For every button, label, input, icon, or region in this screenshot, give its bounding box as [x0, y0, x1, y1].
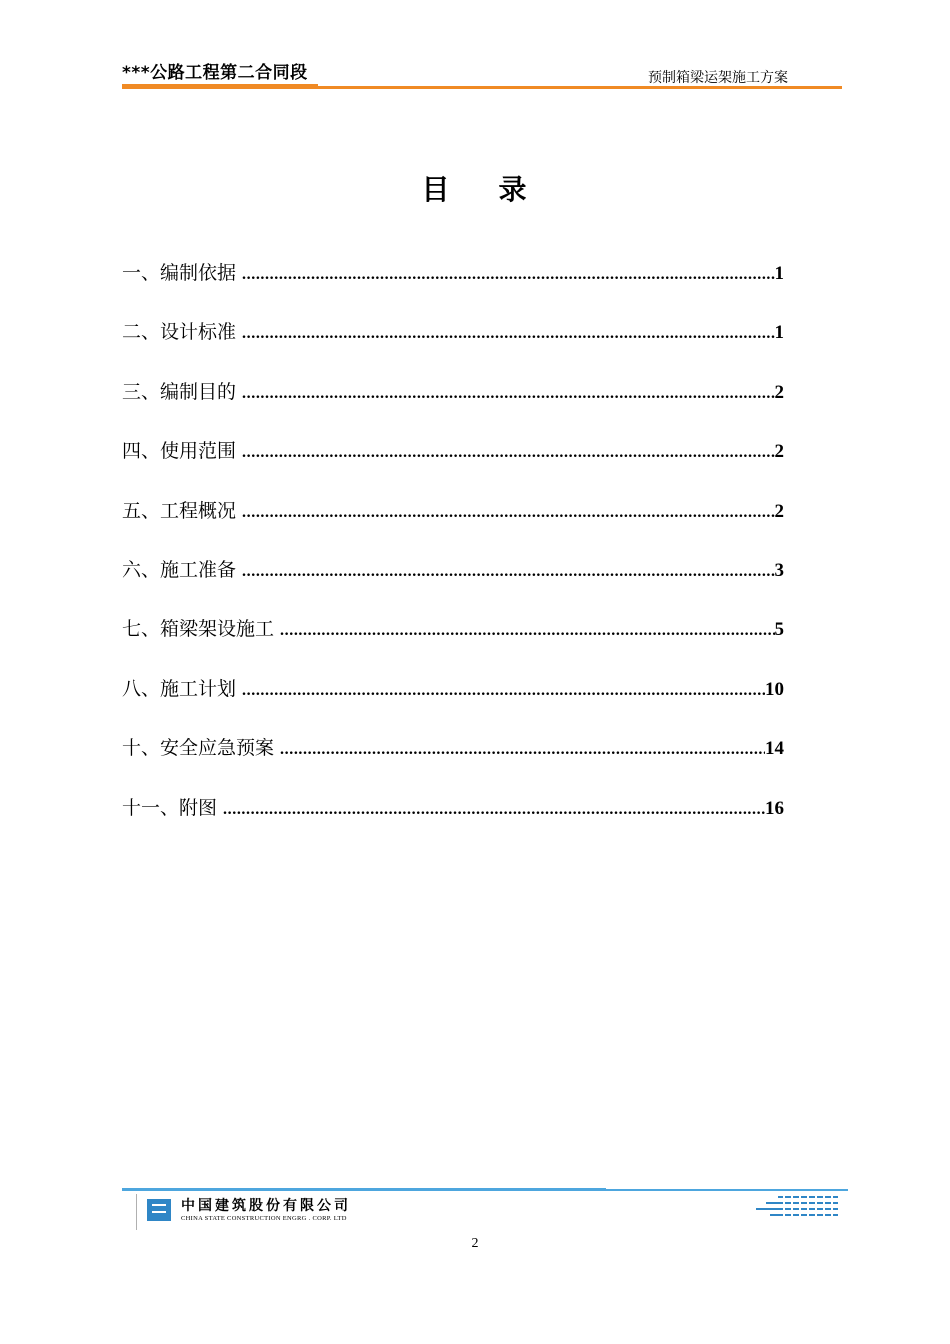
toc-entry-page: 5 — [774, 619, 784, 641]
company-name-cn: 中国建筑股份有限公司 — [181, 1198, 351, 1214]
toc-dot-leader — [280, 741, 765, 759]
header-divider — [122, 86, 842, 89]
toc-entry-page: 10 — [765, 678, 784, 700]
toc-dot-leader — [242, 444, 774, 462]
toc-entry-label: 八、施工计划 — [122, 677, 237, 700]
toc-entry-page: 14 — [765, 738, 784, 760]
toc-entry[interactable] — [122, 674, 784, 733]
toc-dot-leader — [242, 504, 774, 522]
toc-entry-label: 十、安全应急预案 — [122, 737, 275, 760]
table-of-contents — [122, 258, 784, 852]
toc-entry-label: 六、施工准备 — [122, 558, 237, 581]
toc-entry[interactable] — [122, 733, 784, 792]
toc-entry[interactable] — [122, 496, 784, 555]
toc-entry-page: 2 — [774, 500, 784, 522]
cscec-stripes-mark-icon — [752, 1194, 838, 1220]
footer-divider-right — [606, 1189, 848, 1191]
toc-dot-leader — [280, 622, 774, 640]
toc-entry-page: 1 — [774, 322, 784, 344]
toc-dot-leader — [242, 563, 774, 581]
company-logo — [136, 1194, 383, 1230]
toc-title: 目 录 — [421, 173, 529, 206]
toc-entry-label: 二、设计标准 — [122, 321, 237, 344]
toc-entry[interactable] — [122, 555, 784, 614]
toc-entry[interactable] — [122, 614, 784, 673]
toc-entry-label: 一、编制依据 — [122, 262, 237, 284]
toc-entry[interactable] — [122, 793, 784, 852]
toc-dot-leader — [242, 325, 774, 343]
header-project-name: ***公路工程第二合同段 — [122, 63, 308, 83]
toc-dot-leader — [223, 801, 765, 819]
toc-entry-page: 2 — [774, 441, 784, 463]
toc-entry[interactable] — [122, 436, 784, 495]
toc-dot-leader — [242, 266, 774, 284]
toc-entry[interactable] — [122, 377, 784, 436]
footer-divider — [122, 1188, 606, 1191]
toc-entry-page: 16 — [765, 797, 784, 819]
toc-entry[interactable] — [122, 317, 784, 376]
toc-entry-label: 三、编制目的 — [122, 380, 237, 403]
toc-entry-label: 五、工程概况 — [122, 499, 237, 522]
header-document-title: 预制箱梁运架施工方案 — [648, 70, 788, 86]
toc-entry-page: 1 — [774, 263, 784, 284]
toc-entry-page: 2 — [774, 381, 784, 403]
company-name-en: CHINA STATE CONSTRUCTION ENGRG . CORP. LTD — [181, 1215, 347, 1222]
page-number: 2 — [471, 1236, 479, 1251]
toc-dot-leader — [242, 385, 774, 403]
toc-entry-page: 3 — [774, 559, 784, 581]
toc-entry-label: 十一、附图 — [122, 796, 218, 819]
cscec-logo-icon — [147, 1199, 171, 1221]
toc-entry[interactable] — [122, 258, 784, 317]
toc-dot-leader — [242, 682, 765, 700]
toc-entry-label: 四、使用范围 — [122, 440, 237, 463]
toc-entry-label: 七、箱梁架设施工 — [122, 618, 275, 641]
